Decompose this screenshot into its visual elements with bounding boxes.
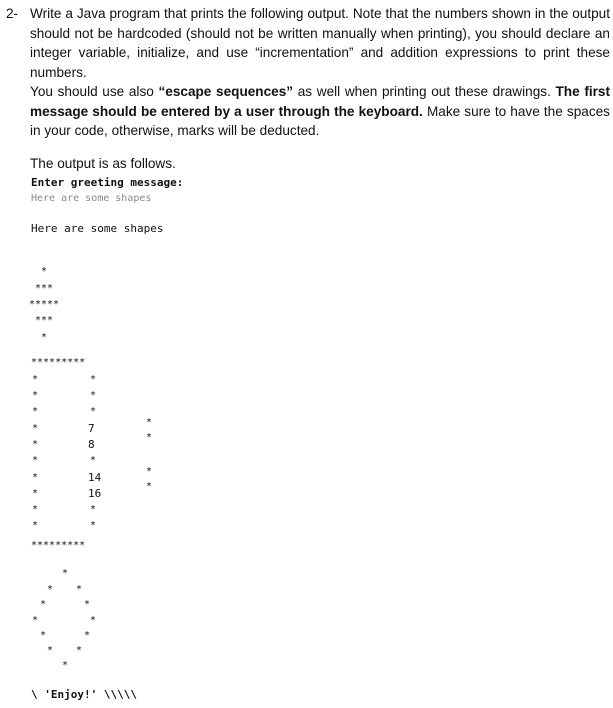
outline-star: * xyxy=(47,584,54,595)
outline-star: * xyxy=(62,568,69,579)
box-number: 16 xyxy=(88,487,102,500)
box-left-star: * xyxy=(32,439,39,450)
box-right-star: * xyxy=(90,520,97,531)
outline-star: * xyxy=(32,615,39,626)
box-right-star: * xyxy=(90,504,97,515)
arrow-star: * xyxy=(146,466,153,477)
arrow-star: * xyxy=(146,417,153,428)
diamond-row: * xyxy=(40,332,48,343)
outline-star: * xyxy=(90,615,97,626)
box-right-star: * xyxy=(90,406,97,417)
p2-text-3: Make sure to have the spaces in your code, otherwise, marks will be deducted. xyxy=(30,103,610,138)
question-number: 2- xyxy=(6,6,19,21)
outline-star: * xyxy=(62,660,69,671)
box-left-star: * xyxy=(32,488,39,499)
box-left-star: * xyxy=(32,520,39,531)
outline-star: * xyxy=(40,599,47,610)
outline-star: * xyxy=(76,645,83,656)
arrow-star: * xyxy=(146,432,153,443)
box-left-star: * xyxy=(32,390,39,401)
box-number: 14 xyxy=(88,471,102,484)
diamond-row: * xyxy=(40,266,48,277)
box-left-star: * xyxy=(32,374,39,385)
arrow-star: * xyxy=(146,481,153,492)
echo-text: Here are some shapes xyxy=(31,222,164,235)
box-left-star: * xyxy=(32,472,39,483)
diamond-row: *** xyxy=(34,283,54,294)
enjoy-footer: \ 'Enjoy!' \\\\\ xyxy=(31,688,137,701)
box-left-star: * xyxy=(32,504,39,515)
box-left-star: * xyxy=(32,455,39,466)
outline-star: * xyxy=(84,630,91,641)
user-input-text: Here are some shapes xyxy=(31,193,152,204)
box-left-star: * xyxy=(32,406,39,417)
diamond-row: ***** xyxy=(28,299,60,310)
prompt-text: Enter greeting message: xyxy=(31,176,184,189)
outline-star: * xyxy=(47,645,54,656)
p2-text-1: You should use also xyxy=(30,84,159,99)
box-right-star: * xyxy=(90,455,97,466)
box-top-edge: ********* xyxy=(31,357,86,368)
box-left-star: * xyxy=(32,423,39,434)
box-number: 7 xyxy=(88,422,95,435)
box-right-star: * xyxy=(90,390,97,401)
outline-star: * xyxy=(40,630,47,641)
output-intro: The output is as follows. xyxy=(30,156,176,171)
box-number: 8 xyxy=(88,438,95,451)
p2-text-2: as well when printing out these drawings. xyxy=(293,84,556,99)
question-paragraph-1: Write a Java program that prints the following output. Note that the numbers shown in the output should not be hardcoded (should not be written manually when printing), you should declare an integer variable, initialize, and use “incrementation” and addition expressions to print these numbers. xyxy=(30,6,610,80)
p2-bold-keyboard: The first message should be entered by a user through the keyboard. xyxy=(30,84,610,119)
p2-bold-escape: “escape sequences” xyxy=(158,84,294,99)
outline-star: * xyxy=(84,599,91,610)
outline-star: * xyxy=(76,584,83,595)
question-block xyxy=(6,4,610,141)
diamond-row: *** xyxy=(34,315,54,326)
box-right-star: * xyxy=(90,374,97,385)
question-paragraph-2 xyxy=(30,82,610,141)
question-text xyxy=(30,4,610,141)
box-bottom-edge: ********* xyxy=(31,540,86,551)
